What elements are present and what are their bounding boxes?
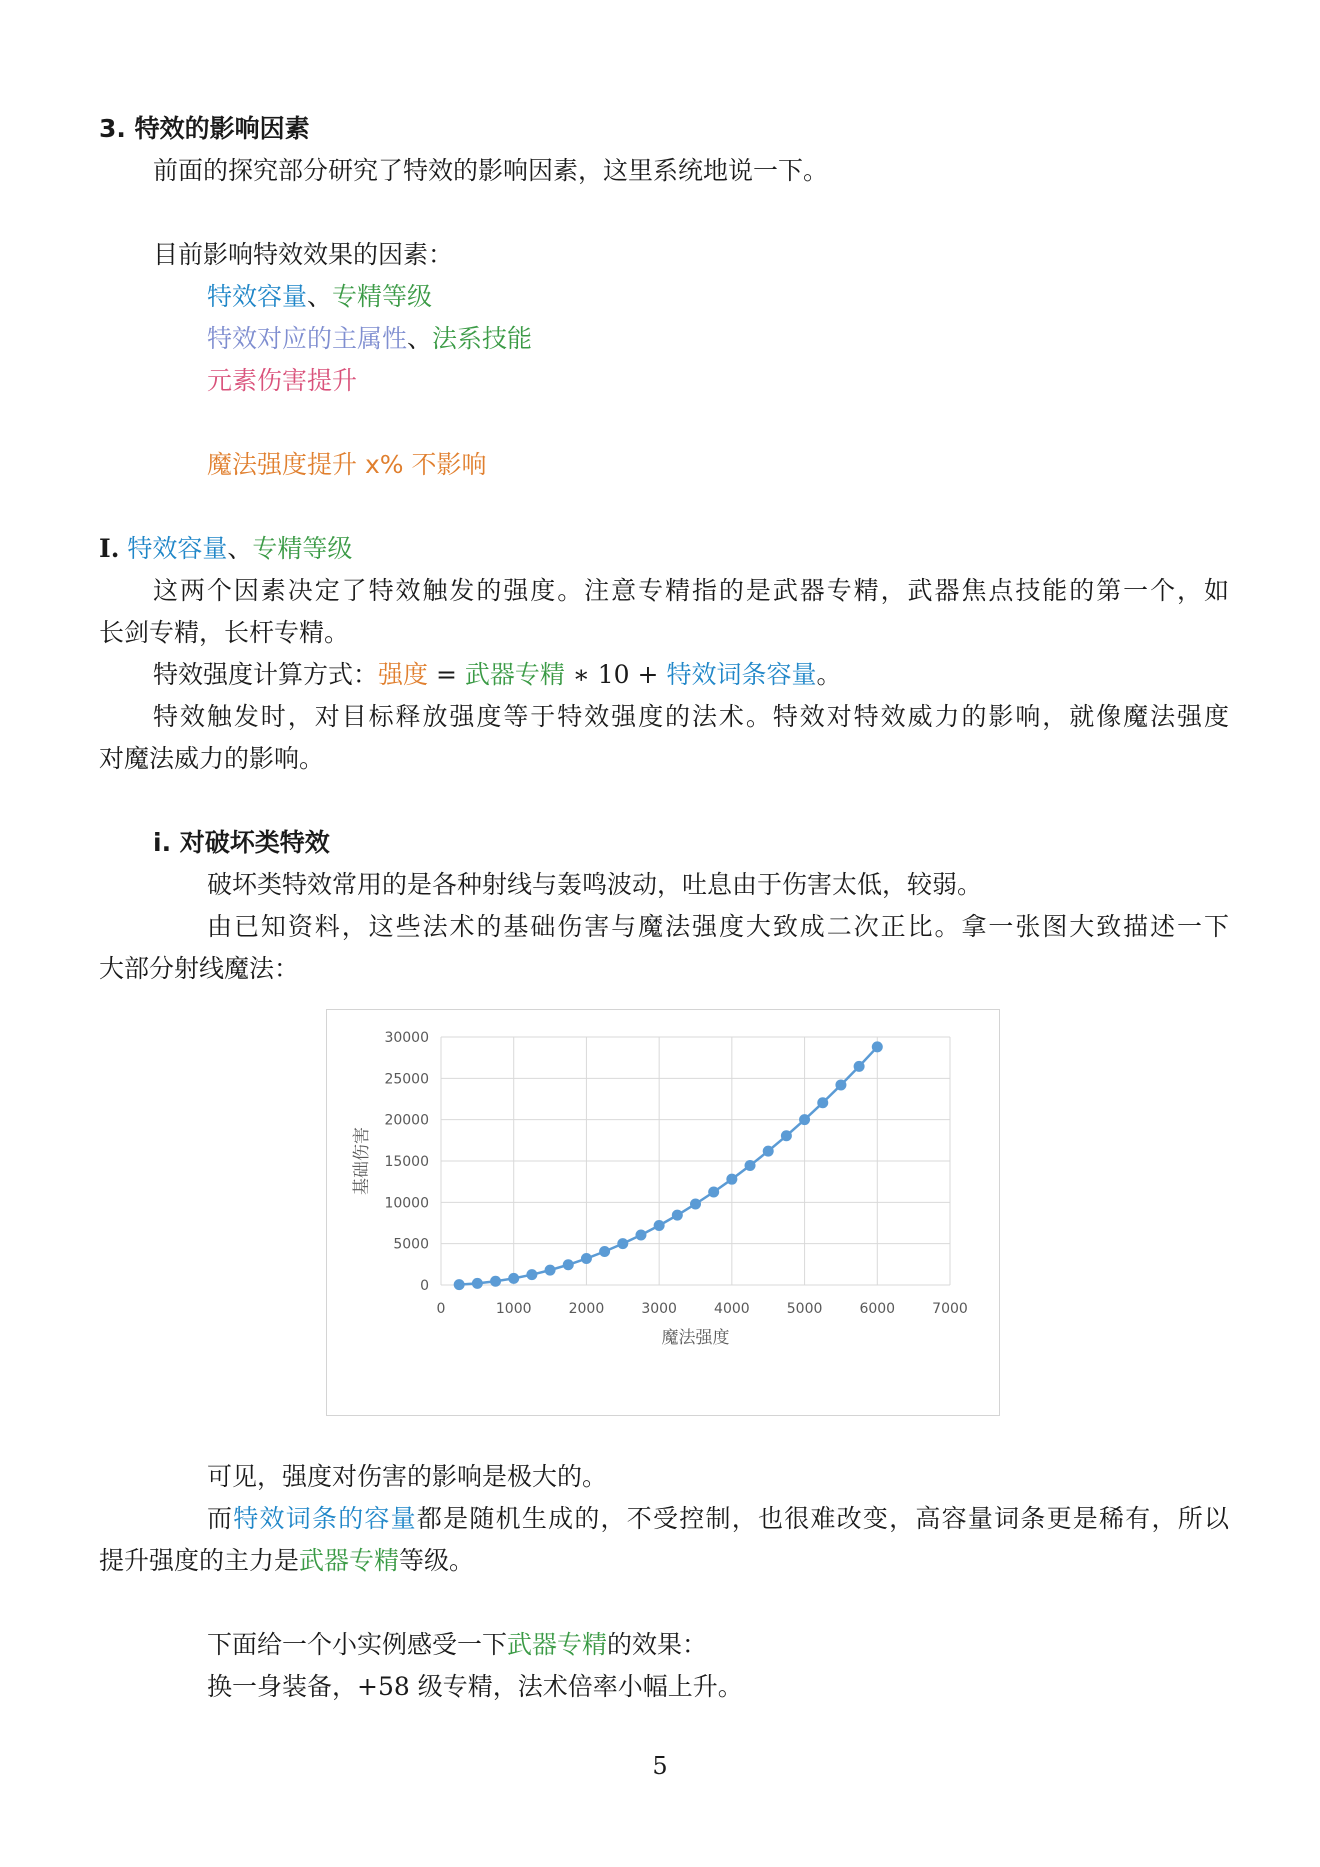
series-line	[459, 1047, 877, 1285]
y-axis-label: 基础伤害	[352, 1127, 372, 1195]
data-point	[508, 1273, 519, 1284]
section-3-heading: 3. 特效的影响因素	[99, 114, 310, 143]
damage-chart	[326, 1009, 1000, 1416]
data-point	[763, 1146, 774, 1157]
no-effect-note: 魔法强度提升 x% 不影响	[207, 450, 487, 479]
x-tick-label: 3000	[641, 1301, 677, 1317]
after-chart-line2-b: 都是随机生成的，不受控制，也很难改变，高容量词条更是稀有，所以	[416, 1504, 1229, 1533]
after-chart-mastery: 武器专精	[299, 1546, 400, 1575]
data-point	[690, 1198, 701, 1209]
section-I-sep: 、	[227, 534, 253, 563]
data-point	[817, 1097, 828, 1108]
section-I-p3-line2: 对魔法威力的影响。	[99, 744, 325, 773]
x-tick-label: 6000	[859, 1301, 896, 1317]
example-mastery: 武器专精	[507, 1630, 608, 1659]
factor-skill: 法系技能	[432, 324, 533, 353]
after-chart-line3-a: 提升强度的主力是	[99, 1546, 300, 1575]
data-point	[472, 1278, 483, 1289]
subsection-i-p2-line2: 大部分射线魔法：	[99, 954, 300, 983]
y-tick-label: 5000	[393, 1236, 429, 1253]
data-point	[708, 1187, 719, 1198]
example-b: 的效果：	[607, 1630, 708, 1659]
y-tick-label: 0	[420, 1278, 429, 1294]
data-point	[545, 1265, 556, 1276]
formula-line	[153, 658, 841, 692]
data-point	[563, 1259, 574, 1270]
x-axis-label: 魔法强度	[661, 1328, 730, 1348]
y-tick-label: 20000	[384, 1112, 429, 1129]
example-line2: 换一身装备，+58 级专精，法术倍率小幅上升。	[207, 1672, 743, 1701]
factor-sep-1: 、	[307, 282, 333, 311]
factor-capacity: 特效容量	[207, 282, 308, 311]
factors-title: 目前影响特效效果的因素：	[153, 240, 454, 269]
after-chart-line1: 可见，强度对伤害的影响是极大的。	[207, 1462, 608, 1491]
after-chart-line3-b: 等级。	[399, 1546, 475, 1575]
example-line1	[207, 1628, 707, 1662]
data-point	[490, 1276, 501, 1287]
data-point	[581, 1253, 592, 1264]
x-tick-label: 0	[436, 1301, 446, 1317]
formula-strength: 强度	[378, 660, 429, 689]
data-point	[654, 1220, 665, 1231]
section-I-p1-line1: 这两个因素决定了特效触发的强度。注意专精指的是武器专精，武器焦点技能的第一个，如	[153, 576, 1229, 605]
y-tick-label: 30000	[384, 1030, 429, 1046]
y-tick-label: 15000	[384, 1154, 429, 1170]
section-I-capacity: 特效容量	[127, 534, 228, 563]
section-I-p3-line1: 特效触发时，对目标释放强度等于特效强度的法术。特效对特效威力的影响，就像魔法强度	[153, 702, 1229, 731]
y-tick-label: 25000	[384, 1071, 429, 1088]
x-tick-label: 4000	[714, 1301, 750, 1317]
after-chart-capacity: 特效词条的容量	[233, 1504, 417, 1533]
page-number: 5	[652, 1752, 668, 1780]
data-point	[872, 1041, 883, 1052]
y-tick-label: 10000	[384, 1195, 429, 1212]
factor-sep-2: 、	[407, 324, 433, 353]
x-tick-label: 2000	[568, 1301, 605, 1317]
x-tick-label: 7000	[932, 1301, 968, 1317]
formula-prefix: 特效强度计算方式：	[153, 660, 379, 689]
section-I-p1-line2: 长剑专精，长杆专精。	[99, 618, 350, 647]
data-point	[454, 1279, 465, 1290]
data-point	[781, 1130, 792, 1141]
section-I-mastery: 专精等级	[252, 534, 353, 563]
formula-mid: ∗ 10 +	[564, 660, 667, 689]
section-I-prefix: I.	[99, 534, 120, 563]
data-point	[599, 1246, 610, 1257]
formula-end: 。	[816, 660, 842, 689]
factor-attribute: 特效对应的主属性	[207, 324, 408, 353]
section-I-heading	[99, 532, 352, 566]
factor-element: 元素伤害提升	[207, 366, 358, 395]
subsection-i-p1: 破坏类特效常用的是各种射线与轰鸣波动，吐息由于伤害太低，较弱。	[207, 870, 983, 899]
factor-line-2	[207, 322, 532, 356]
data-point	[799, 1114, 810, 1125]
formula-mastery: 武器专精	[464, 660, 565, 689]
after-chart-line3	[99, 1544, 474, 1578]
data-point	[745, 1160, 756, 1171]
data-point	[835, 1079, 846, 1090]
subsection-i-p2-line1: 由已知资料，这些法术的基础伤害与魔法强度大致成二次正比。拿一张图大致描述一下	[207, 912, 1229, 941]
data-point	[726, 1174, 737, 1185]
factor-line-1	[207, 280, 432, 314]
formula-eq: =	[428, 660, 465, 689]
formula-capacity: 特效词条容量	[666, 660, 817, 689]
data-point	[672, 1210, 683, 1221]
damage-chart-svg	[327, 1010, 1001, 1417]
section-3-intro: 前面的探究部分研究了特效的影响因素，这里系统地说一下。	[153, 156, 829, 185]
factor-mastery: 专精等级	[332, 282, 433, 311]
after-chart-line2-a: 而	[207, 1504, 234, 1533]
data-point	[635, 1229, 646, 1240]
example-a: 下面给一个小实例感受一下	[207, 1630, 508, 1659]
x-tick-label: 5000	[786, 1301, 823, 1317]
after-chart-line2	[207, 1502, 1229, 1536]
data-point	[854, 1061, 865, 1072]
subsection-i-heading: i. 对破坏类特效	[153, 828, 330, 857]
data-point	[617, 1238, 628, 1249]
data-point	[526, 1269, 537, 1280]
x-tick-label: 1000	[495, 1301, 532, 1317]
